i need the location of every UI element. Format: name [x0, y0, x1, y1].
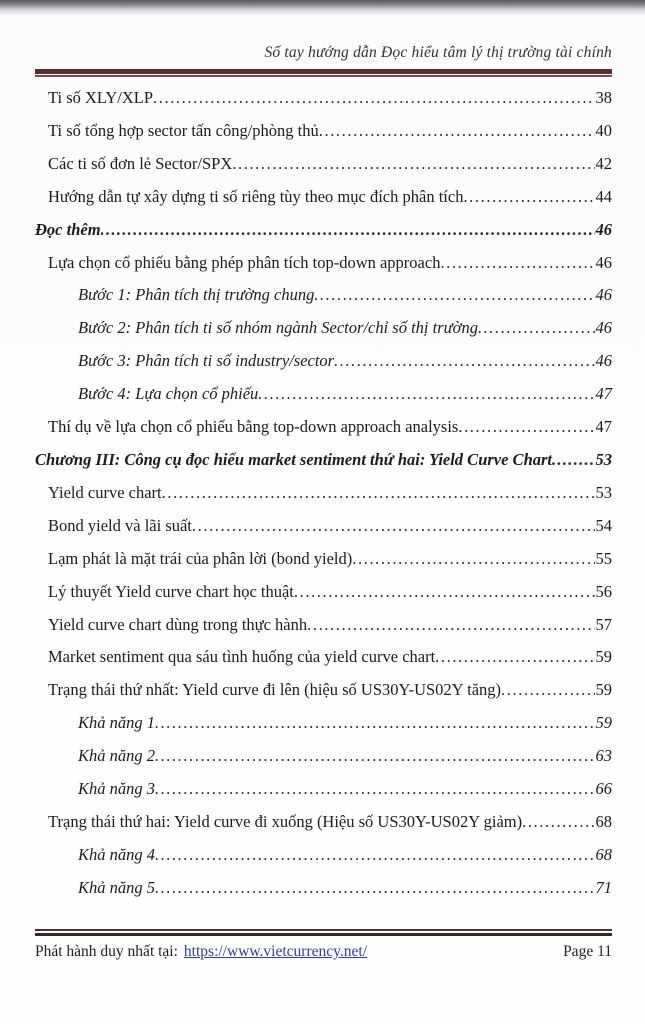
toc-page-number: 47 — [595, 384, 612, 404]
toc-entry-title: Trạng thái thứ hai: Yield curve đi xuống (Hiệu số US30Y-US02Y giảm) — [48, 811, 523, 831]
toc-page-number: 63 — [595, 746, 612, 766]
footer-publish-label: Phát hành duy nhất tại: — [35, 943, 178, 960]
toc-entry — [35, 872, 612, 905]
toc-page-number: 46 — [595, 285, 612, 305]
scan-top-edge — [0, 0, 645, 16]
toc-dot-leader — [334, 345, 594, 378]
toc-entry-title: Đọc thêm — [35, 219, 101, 239]
toc-entry — [35, 641, 612, 674]
toc-page-number: 57 — [595, 614, 612, 634]
toc-entry — [35, 82, 612, 115]
toc-entry — [35, 115, 612, 148]
toc-entry-title: Bond yield và lãi suất — [48, 515, 192, 535]
toc-dot-leader — [232, 148, 594, 181]
toc-page-number: 66 — [595, 779, 612, 799]
toc-entry-title: Thí dụ về lựa chọn cổ phiếu bằng top-down approach analysis — [48, 417, 459, 437]
toc-entry-title: Yield curve chart — [48, 482, 162, 502]
toc-dot-leader — [155, 740, 594, 773]
toc-page-number: 44 — [595, 186, 612, 206]
toc-page-number: 46 — [595, 219, 612, 239]
toc-page-number: 68 — [595, 811, 612, 831]
toc-entry-title: Lạm phát là mặt trái của phân lời (bond yield) — [48, 548, 353, 568]
footer-rule — [35, 929, 612, 936]
toc-page-number: 40 — [595, 120, 612, 140]
toc-entry — [35, 411, 612, 444]
toc-page-number: 54 — [595, 515, 612, 535]
toc-page-number: 53 — [595, 449, 612, 469]
toc-entry — [35, 609, 612, 642]
toc-dot-leader — [155, 773, 594, 806]
toc-entry-title: Chương III: Công cụ đọc hiểu market sentiment thứ hai: Yield Curve Chart — [35, 449, 552, 469]
toc-entry — [35, 477, 612, 510]
toc-page-number: 53 — [595, 482, 612, 502]
toc-entry — [35, 740, 612, 773]
toc-entry — [35, 214, 612, 247]
toc-dot-leader — [307, 609, 594, 642]
toc-entry-title: Khả năng 3 — [78, 779, 156, 799]
toc-dot-leader — [258, 378, 594, 411]
toc-dot-leader — [314, 279, 594, 312]
toc-entry-title: Ti số tổng hợp sector tấn công/phòng thủ — [48, 120, 319, 140]
toc-entry — [35, 674, 612, 707]
toc-dot-leader — [552, 444, 595, 477]
page-footer — [35, 929, 612, 961]
toc-dot-leader — [463, 181, 594, 214]
toc-page-number: 47 — [595, 417, 612, 437]
toc-dot-leader — [155, 839, 594, 872]
toc-entry — [35, 543, 612, 576]
toc-page-number: 59 — [595, 647, 612, 667]
toc-page-number: 38 — [595, 88, 612, 107]
toc-entry — [35, 279, 612, 312]
toc-entry-title: Lý thuyết Yield curve chart học thuật — [48, 581, 294, 601]
toc-entry-title: Khả năng 1 — [78, 713, 156, 733]
toc-dot-leader — [478, 312, 595, 345]
toc-page-number: 55 — [595, 548, 612, 568]
header-rule — [35, 69, 612, 77]
toc-page-number: 68 — [595, 844, 612, 864]
toc-dot-leader — [155, 707, 594, 740]
running-header-title: Số tay hướng dẫn Đọc hiểu tâm lý thị trường tài chính — [264, 44, 612, 61]
toc-entry — [35, 510, 612, 543]
toc-dot-leader — [155, 872, 594, 905]
footer-page-label: Page 11 — [563, 943, 612, 960]
toc-page-number: 59 — [595, 680, 612, 700]
toc-dot-leader — [522, 806, 594, 839]
toc-entry-title: Khả năng 2 — [78, 746, 156, 766]
toc-entry-title: Khả năng 5 — [78, 877, 156, 897]
toc-entry-title: Bước 1: Phân tích thị trường chung — [78, 285, 315, 305]
toc-entry-title: Market sentiment qua sáu tình huống của yield curve chart — [48, 647, 436, 667]
footer-row — [35, 943, 612, 961]
toc-dot-leader — [352, 543, 594, 576]
toc-page-number: 46 — [595, 351, 612, 371]
toc-page-number: 56 — [595, 581, 612, 601]
footer-rule-thick-line — [35, 933, 612, 936]
toc-dot-leader — [458, 411, 594, 444]
toc-entry — [35, 576, 612, 609]
toc-entry-title: Ti số XLY/XLP — [48, 88, 154, 107]
toc-entry-title: Yield curve chart dùng trong thực hành — [48, 614, 308, 634]
toc-dot-leader — [294, 576, 595, 609]
toc-entry — [35, 247, 612, 280]
toc-entry-title: Bước 3: Phân tích ti số industry/sector — [78, 351, 335, 371]
footer-website-link[interactable]: https://www.vietcurrency.net/ — [183, 943, 368, 960]
toc-entry-title: Trạng thái thứ nhất: Yield curve đi lên (hiệu số US30Y-US02Y tăng) — [48, 680, 502, 700]
toc-dot-leader — [153, 82, 594, 115]
footer-rule-thin-line — [35, 929, 612, 931]
toc-entry — [35, 312, 612, 345]
toc-page-number: 42 — [595, 153, 612, 173]
toc-entry-title: Lựa chọn cổ phiếu bằng phép phân tích top-down approach — [48, 252, 441, 272]
toc-entry — [35, 444, 612, 477]
toc-entry — [35, 839, 612, 872]
running-header — [0, 16, 645, 77]
toc-page-number: 46 — [595, 318, 612, 338]
toc-dot-leader — [192, 510, 595, 543]
toc-entry — [35, 806, 612, 839]
toc-page-number: 59 — [595, 713, 612, 733]
toc-page-number: 71 — [595, 877, 612, 897]
toc-entry — [35, 378, 612, 411]
toc-dot-leader — [435, 641, 594, 674]
toc-entry — [35, 148, 612, 181]
toc-dot-leader — [319, 115, 595, 148]
toc-entry — [35, 181, 612, 214]
toc-page-number: 46 — [595, 252, 612, 272]
toc-entry-title: Khả năng 4 — [78, 844, 156, 864]
toc-entry-title: Bước 4: Lựa chọn cổ phiếu — [78, 384, 259, 404]
toc-dot-leader — [501, 674, 594, 707]
toc-entry — [35, 707, 612, 740]
toc-entry-title: Các ti số đơn lẻ Sector/SPX — [48, 153, 233, 173]
toc-dot-leader — [101, 214, 595, 247]
table-of-contents — [0, 77, 645, 905]
toc-entry — [35, 773, 612, 806]
toc-dot-leader — [440, 247, 594, 280]
toc-entry — [35, 345, 612, 378]
toc-dot-leader — [162, 477, 595, 510]
toc-entry-title: Hướng dẫn tự xây dựng ti số riêng tùy theo mục đích phân tích — [48, 186, 464, 206]
toc-entry-title: Bước 2: Phân tích ti số nhóm ngành Sector/chỉ số thị trường — [78, 318, 478, 338]
header-rule-thick-line — [35, 69, 612, 74]
